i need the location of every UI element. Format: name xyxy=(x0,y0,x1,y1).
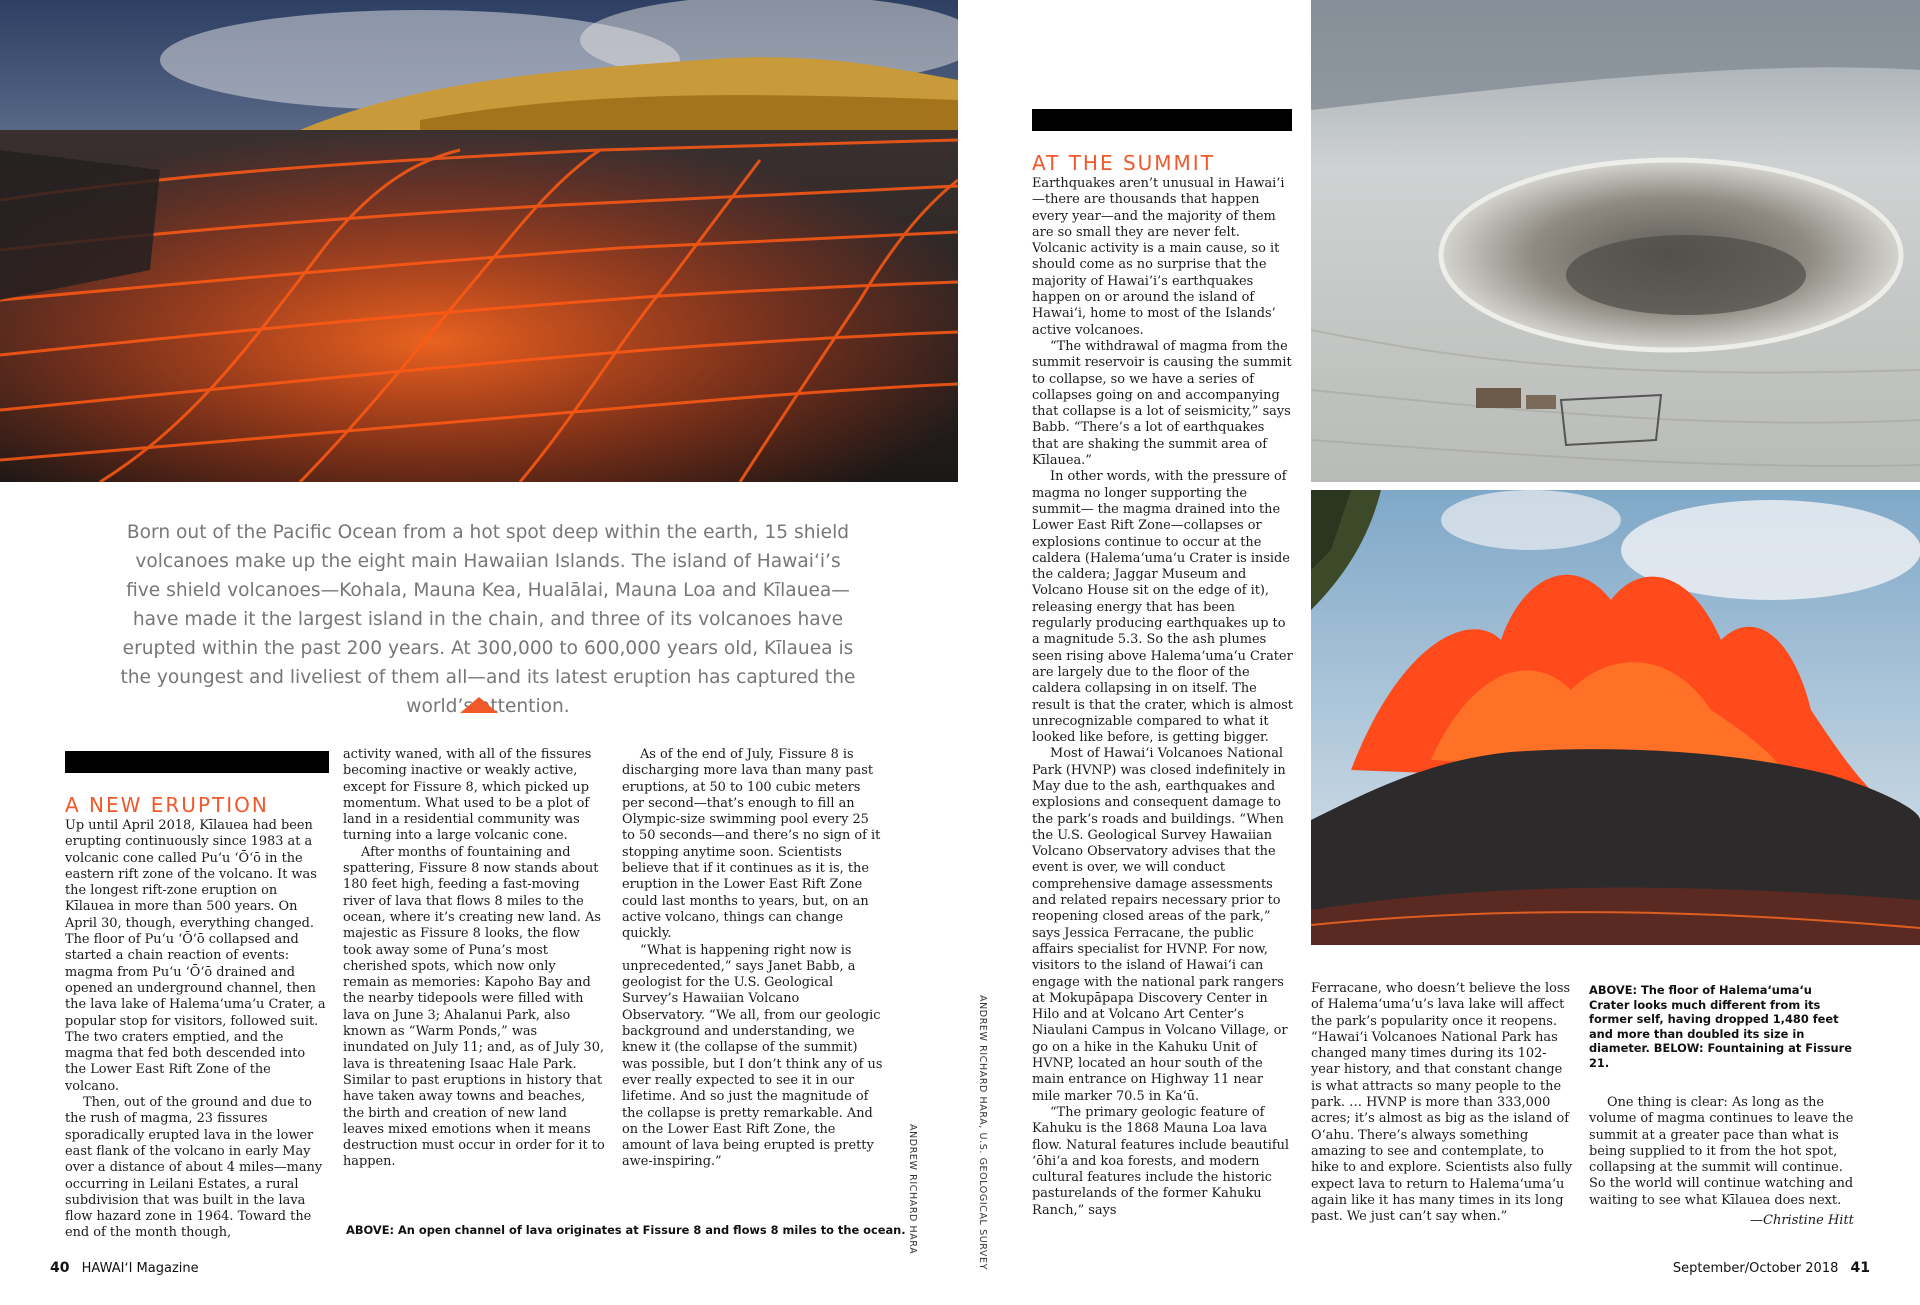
issue-date: September/October 2018 xyxy=(1672,1261,1839,1276)
section-bar-1 xyxy=(65,751,329,773)
crater-photo xyxy=(1311,0,1920,482)
fissure-fountain-photo xyxy=(1311,490,1920,945)
paragraph: “What is happening right now is unprecedented,” says Janet Babb, a geologist for the U.S. Geological Survey’s Hawaiian Volcano Observatory. “We all, from our geologic background and understanding, we knew it (the collapse of the summit) was possible, but I don’t think any of us ever really expected to see it in our lifetime. And so just the magnitude of the collapse is pretty remarkable. And on the Lower East Rift Zone, the amount of lava being erupted is pretty awe-inspiring.” xyxy=(622,942,883,1170)
paragraph: Ferracane, who doesn’t believe the loss of Halemaʻumaʻu’s lava lake will affect the park’s popularity once it reopens. “Hawaiʻi Volcanoes National Park has changed many times during its 102-year history, and that constant change is what attracts so many people to the park. … HVNP is more than 333,000 acres; it’s almost as big as the island of Oʻahu. There’s always something amazing to see and contemplate, to hike to and explore. Scientists also fully expect lava to return to Halemaʻumaʻu again like it has many times in its long past. We just can’t say when.” xyxy=(1311,981,1573,1225)
section-bar-2 xyxy=(1032,109,1292,131)
paragraph: “The withdrawal of magma from the summit reservoir is causing the summit to collapse, so we have a series of collapses going on and accompanying that collapse is a lot of seismicity,” says Babb. “There’s a lot of earthquakes that are shaking the summit area of Kīlauea.” xyxy=(1032,338,1292,469)
pull-quote: Born out of the Pacific Ocean from a hot spot deep within the earth, 15 shield volcanoes make up the eight main Hawaiian Islands. The island of Hawaiʻi’s five shield volcanoes—Kohala, Mauna Kea, Hualālai, Mauna Loa and Kīlauea—have made it the largest island in the chain, and three of its volcanoes have erupted within the past 200 years. At 300,000 to 600,000 years old, Kīlauea is the youngest and liveliest of them all—and its latest eruption has captured the world’s attention. xyxy=(120,522,856,717)
article-column-3 xyxy=(622,747,884,1171)
photo-caption-left: ABOVE: An open channel of lava originates at Fissure 8 and flows 8 miles to the ocean. xyxy=(346,1223,906,1237)
article-column-2 xyxy=(343,747,605,1171)
paragraph: One thing is clear: As long as the volume of magma continues to leave the summit at a greater pace than what is being supplied to it from the hot spot, collapsing at the summit will continue. So the world will continue watching and waiting to see what Kīlauea does next. xyxy=(1589,1095,1854,1208)
folio-right xyxy=(1673,1260,1870,1276)
paragraph: activity waned, with all of the fissures becoming inactive or weakly active, except for Fissure 8, which picked up momentum. What used to be a plot of land in a residential community was turning into a large volcanic cone. xyxy=(343,747,592,844)
photo-credit-right: ANDREW RICHARD HARA, U.S. GEOLOGICAL SURVEY xyxy=(977,995,988,1271)
lava-field-photo xyxy=(0,0,958,482)
section-heading-at-the-summit: AT THE SUMMIT xyxy=(1032,151,1215,175)
photo-caption-right: ABOVE: The floor of Halemaʻumaʻu Crater looks much different from its former self, having dropped 1,480 feet and more than doubled its size in diameter. BELOW: Fountaining at Fissure 21. xyxy=(1589,983,1852,1070)
article-column-5 xyxy=(1311,981,1573,1225)
paragraph: As of the end of July, Fissure 8 is discharging more lava than many past eruptions, at 50 to 100 cubic meters per second—that’s enough to fill an Olympic-size swimming pool every 25 to 50 seconds—and there’s no sign of it stopping anytime soon. Scientists believe that if it continues as it is, the eruption in the Lower East Rift Zone could last months to years, but, on an active volcano, things can change quickly. xyxy=(622,747,881,942)
paragraph: Then, out of the ground and due to the rush of magma, 23 fissures sporadically erupted lava in the lower east flank of the volcano in early May over a distance of about 4 miles—many occurring in Leilani Estates, a rural subdivision that was built in the lava flow hazard zone in 1964. Toward the end of the month though, xyxy=(65,1095,323,1241)
paragraph: Earthquakes aren’t unusual in Hawaiʻi—there are thousands that happen every year—and the majority of them are so small they are never felt. Volcanic activity is a main cause, so it should come as no surprise that the majority of Hawaiʻi’s earthquakes happen on or around the island of Hawaiʻi, home to most of the Islands’ active volcanoes. xyxy=(1032,176,1285,338)
triangle-ornament-icon xyxy=(460,697,498,713)
paragraph: Up until April 2018, Kīlauea had been erupting continuously since 1983 at a volcanic cone called Puʻu ʻŌʻō in the eastern rift zone of the volcano. It was the longest rift-zone eruption on Kīlauea in more than 500 years. On April 30, though, everything changed. The floor of Puʻu ʻŌʻō collapsed and started a chain reaction of events: magma from Puʻu ʻŌʻō drained and opened an underground channel, then the lava lake of Halemaʻumaʻu Crater, a popular stop for visitors, followed suit. The two craters emptied, and the magma that fed both descended into the Lower East Rift Zone of the volcano. xyxy=(65,818,326,1094)
magazine-title: HAWAIʻI Magazine xyxy=(81,1261,199,1276)
paragraph: After months of fountaining and spattering, Fissure 8 now stands about 180 feet high, feeding a fast-moving river of lava that flows 8 miles to the ocean, where it’s creating new land. As majestic as Fissure 8 looks, the flow took away some of Puna’s most cherished spots, which now only remain as memories: Kapoho Bay and the nearby tidepools were filled with lava on June 3; Ahalanui Park, also known as “Warm Ponds,” was inundated on July 11; and, as of July 30, lava is threatening Isaac Hale Park. Similar to past eruptions in history that have taken away towns and beaches, the birth and creation of new land leaves mixed emotions when it means destruction must occur in order for it to happen. xyxy=(343,844,605,1170)
page-number-left: 40 xyxy=(50,1260,70,1276)
article-column-4 xyxy=(1032,176,1294,1219)
photo-credit-left: ANDREW RICHARD HARA xyxy=(907,1124,918,1255)
page-number-right: 41 xyxy=(1850,1260,1870,1276)
article-column-6 xyxy=(1589,1095,1854,1209)
folio-left xyxy=(50,1260,199,1276)
paragraph: Most of Hawaiʻi Volcanoes National Park (HVNP) was closed indefinitely in May due to the ash, earthquakes and explosions and consequent damage to the park’s roads and buildings. “When the U.S. Geological Survey Hawaiian Volcano Observatory advises that the event is over, we will conduct comprehensive damage assessments and related repairs necessary prior to reopening closed areas of the park,” says Jessica Ferracane, the public affairs specialist for HVNP. For now, visitors to the island of Hawaiʻi can engage with the national park rangers at Mokupāpapa Discovery Center in Hilo and at Volcano Art Center’s Niaulani Campus in Volcano Village, or go on a hike in the Kahuku Unit of HVNP, located an hour south of the main entrance on Highway 11 near mile marker 70.5 in Kaʻū. xyxy=(1032,746,1288,1104)
author-signature: —Christine Hitt xyxy=(1750,1213,1854,1228)
paragraph: “The primary geologic feature of Kahuku is the 1868 Mauna Loa lava flow. Natural features include beautiful ʻōhiʻa and koa forests, and modern cultural features include the historic pasturelands of the former Kahuku Ranch,” says xyxy=(1032,1104,1290,1218)
paragraph: In other words, with the pressure of magma no longer supporting the summit— the magma drained into the Lower East Rift Zone—collapses or explosions continue to occur at the caldera (Halemaʻumaʻu Crater is inside the caldera; Jaggar Museum and Volcano House sit on the edge of it), releasing energy that has been regularly producing earthquakes up to a magnitude 5.3. So the ash plumes seen rising above Halemaʻumaʻu Crater are largely due to the floor of the caldera collapsing in on itself. The result is that the crater, which is almost unrecognizable compared to what it looked like before, is getting bigger. xyxy=(1032,469,1293,746)
section-heading-new-eruption: A NEW ERUPTION xyxy=(65,793,269,817)
article-column-1 xyxy=(65,818,327,1242)
